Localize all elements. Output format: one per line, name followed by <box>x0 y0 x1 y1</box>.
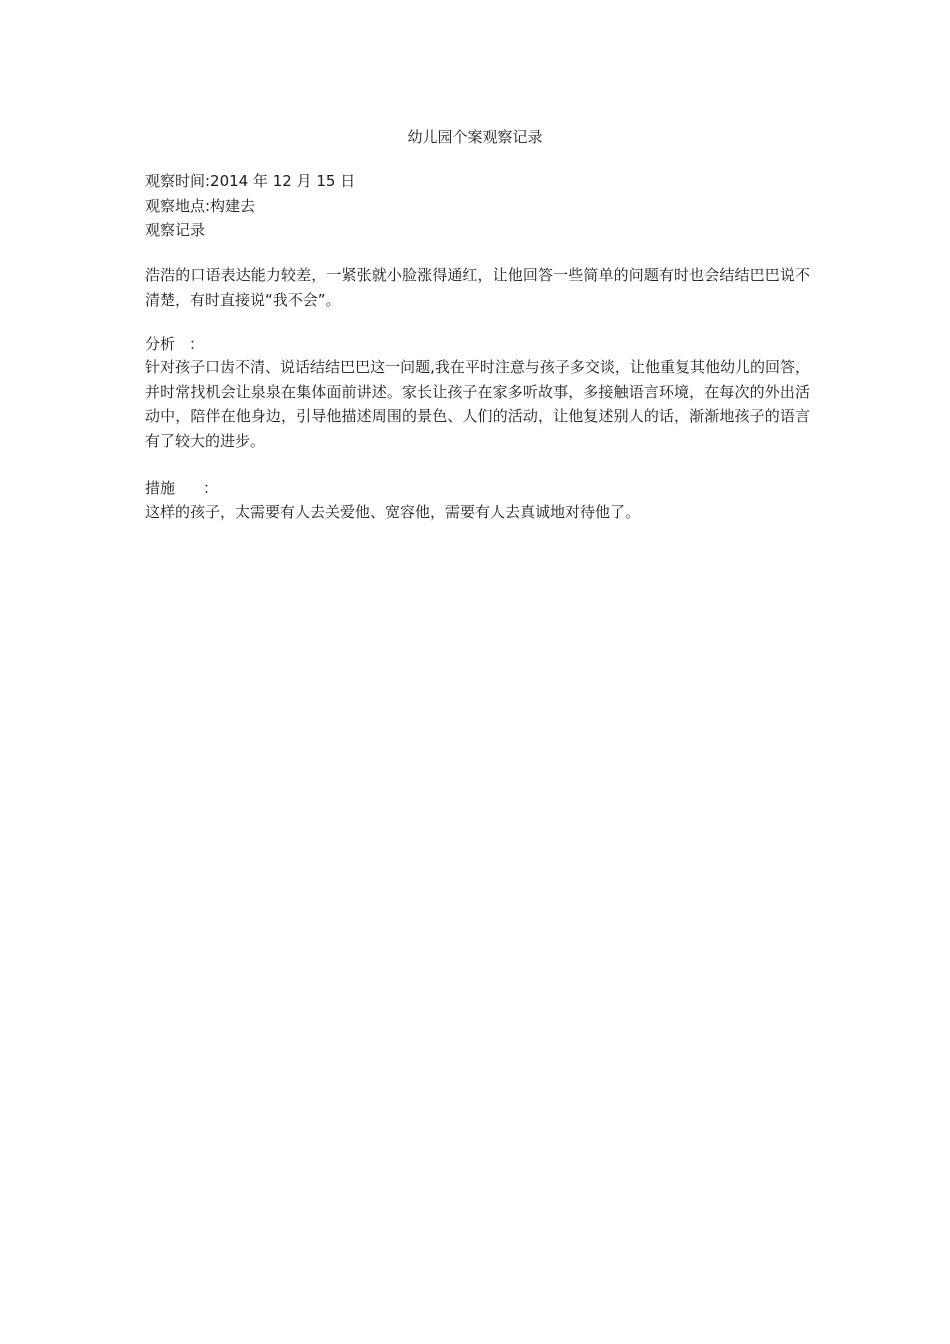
measures-label: 措施 <box>145 479 176 497</box>
observation-record-label: 观察记录 <box>145 221 206 239</box>
observation-time: 观察时间:2014 年 12 月 15 日 <box>145 172 356 190</box>
analysis-colon: ： <box>189 335 205 353</box>
measures-heading <box>145 478 218 498</box>
document-title: 幼儿园个案观察记录 <box>407 128 543 146</box>
analysis-label: 分析 <box>145 335 176 353</box>
measures-paragraph: 这样的孩子，太需要有人去关爱他、宽容他，需要有人去真诚地对待他了。 <box>145 503 641 521</box>
analysis-heading <box>145 334 204 354</box>
record-paragraph: 浩浩的口语表达能力较差，一紧张就小脸涨得通红，让他回答一些简单的问题有时也会结结巴巴说不清楚，有时直接说“我不会”。 <box>145 266 810 309</box>
observation-place: 观察地点:构建去 <box>145 197 256 215</box>
measures-colon: ： <box>203 479 219 497</box>
analysis-paragraph: 针对孩子口齿不清、说话结结巴巴这一问题,我在平时注意与孩子多交谈，让他重复其他幼儿的回答，并时常找机会让泉泉在集体面前讲述。家长让孩子在家多听故事，多接触语言环境，在每次的外出活动中，陪伴在他身边，引导他描述周围的景色、人们的活动，让他复述别人的话，渐渐地孩子的语言有了较大的进步。 <box>145 358 810 450</box>
